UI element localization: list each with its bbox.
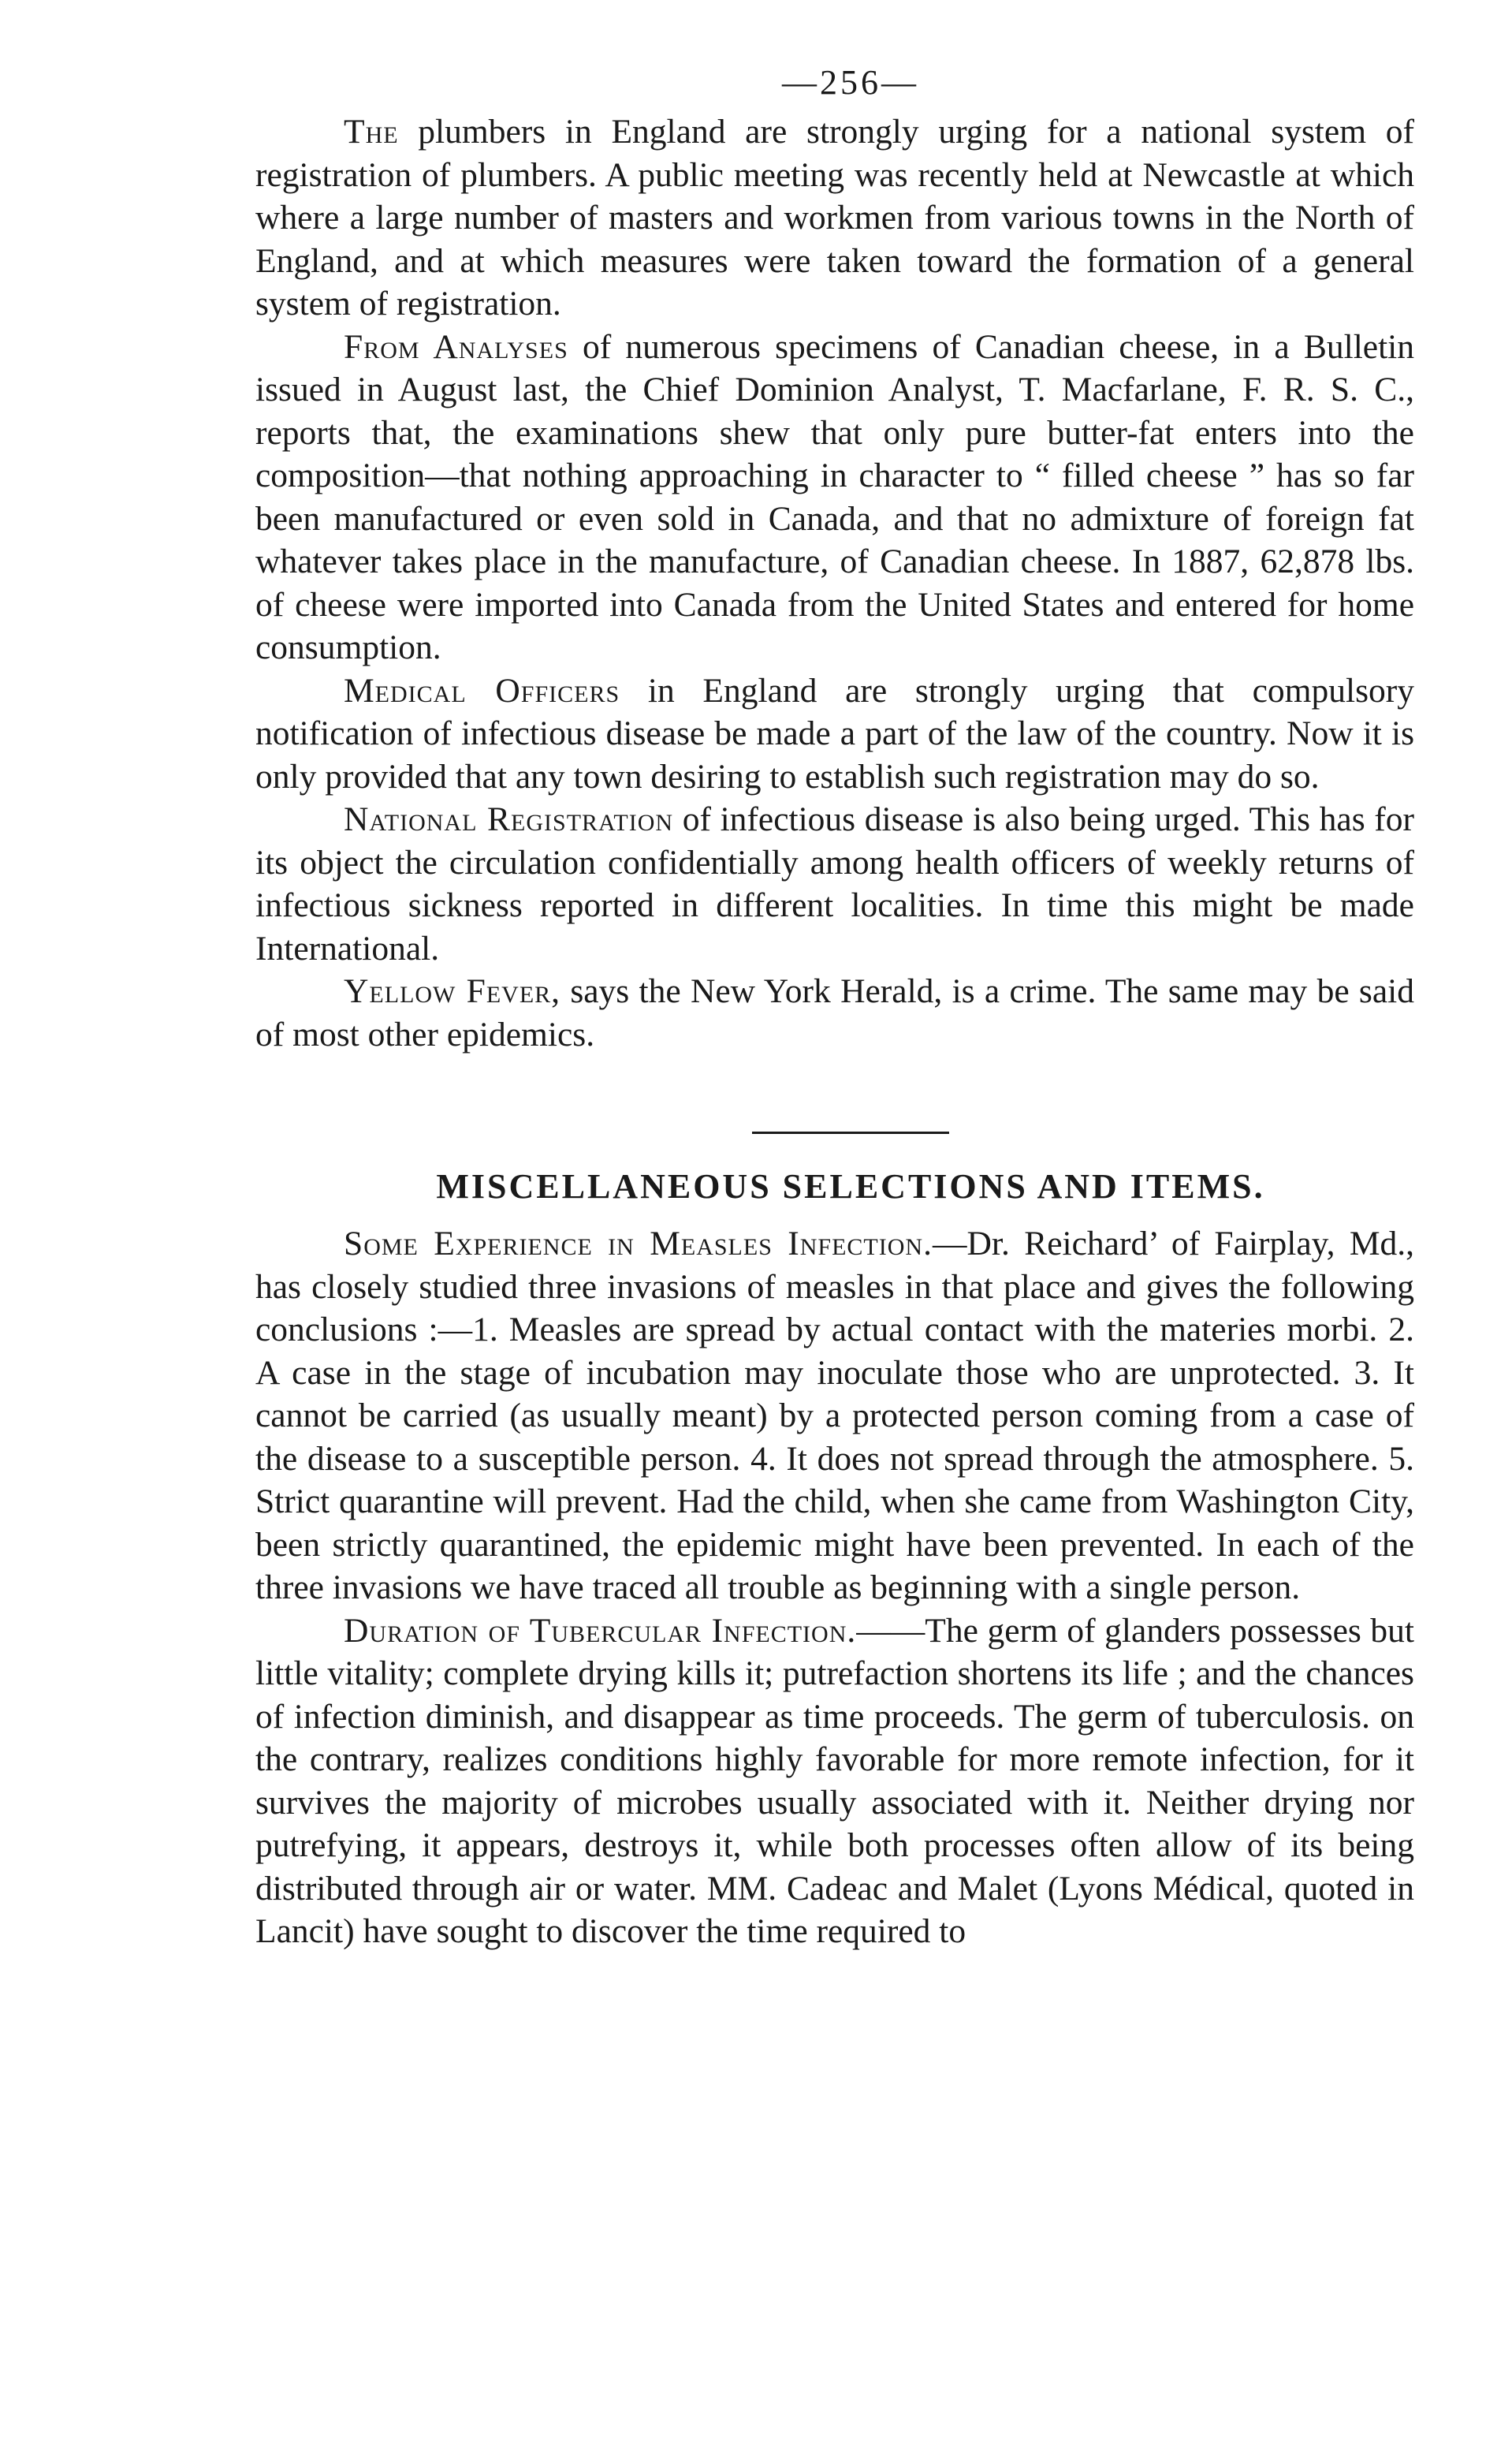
page	[255, 55, 1414, 1953]
paragraph-lead: Yellow Fever,	[344, 972, 561, 1010]
paragraph-text: says the New York Herald, is a crime. The same may be said of most other epidemics.	[255, 972, 1414, 1054]
paragraph-lead: Duration of Tubercular Infection.	[344, 1611, 857, 1650]
paragraph-lead: National Registration	[344, 800, 674, 838]
paragraph-lead: Medical Officers	[344, 671, 620, 710]
paragraph-text: of infectious disease is also being urged. This has for its object the circulation confidentially among health officers of weekly returns of infectious sickness reported in different localities. In time this might be made International.	[255, 800, 1415, 968]
paragraph-cheese-analyses	[255, 326, 1414, 669]
paragraph-measles-infection	[255, 1222, 1414, 1609]
page-number: —256—	[782, 63, 919, 102]
paragraph-text: of numerous specimens of Canadian cheese, in a Bulletin issued in August last, the Chief Dominion Analyst, T. Macfarlane, F. R. S. C., reports that, the examinations shew that only pure butter-fat enters into the composition—that nothing approaching in character to “ filled cheese ” has so far been manufactured or even sold in Canada, and that no admixture of foreign fat whatever takes place in the manufacture, of Canadian cheese. In 1887, 62,878 lbs. of cheese were imported into Canada from the United States and entered for home consumption.	[255, 327, 1415, 666]
paragraph-national-registration	[255, 798, 1414, 970]
paragraph-lead: The	[344, 113, 399, 151]
paragraph-lead: Some Experience in Measles Infection.	[344, 1225, 933, 1262]
paragraph-yellow-fever	[255, 970, 1414, 1056]
paragraph-text: —Dr. Reichard’ of Fairplay, Md., has closely studied three invasions of measles in that place and gives the following conclusions :—1. Measles are spread by actual contact with the materies morbi. 2. A case in the stage of incubation may inoculate those who are unprotected. 3. It cannot be carried (as usually meant) by a protected person coming from a case of the disease to a susceptible person. 4. It does not spread through the atmosphere. 5. Strict quarantine will prevent. Had the child, when she came from Washington City, been strictly quarantined, the epidemic might have been prevented. In each of the three invasions we have traced all trouble as beginning with a single person.	[255, 1225, 1414, 1606]
paragraph-text: ——The germ of glanders possesses but little vitality; complete drying kills it; putrefaction shortens its life ; and the chances of infection diminish, and disappear as time proceeds. The germ of tuberculosis. on the contrary, realizes conditions highly favorable for more remote infection, for it survives the majority of microbes usually associated with it. Neither drying nor putrefying, it appears, destroys it, while both processes often allow of its being distributed through air or water. MM. Cadeac and Malet (Lyons Médical, quoted in Lancit) have sought to discover the time required to	[255, 1611, 1414, 1950]
paragraph-medical-officers	[255, 669, 1414, 799]
paragraph-plumbers	[255, 110, 1414, 326]
paragraph-text: in England are strongly urging that compulsory notification of infectious disease be made a part of the law of the country. Now it is only provided that any town desiring to establish such registration may do so.	[255, 671, 1414, 796]
paragraph-text: plumbers in England are strongly urging for a national system of registration of plumbers. A public meeting was recently held at Newcastle at which where a large number of masters and workmen from various towns in the North of England, and at which measures were taken toward the formation of a general system of registration.	[255, 113, 1414, 323]
section-divider	[752, 1132, 949, 1134]
section-heading: MISCELLANEOUS SELECTIONS AND ITEMS.	[436, 1167, 1265, 1206]
paragraph-lead: From Analyses	[344, 327, 568, 366]
paragraph-tubercular-infection	[255, 1609, 1414, 1953]
